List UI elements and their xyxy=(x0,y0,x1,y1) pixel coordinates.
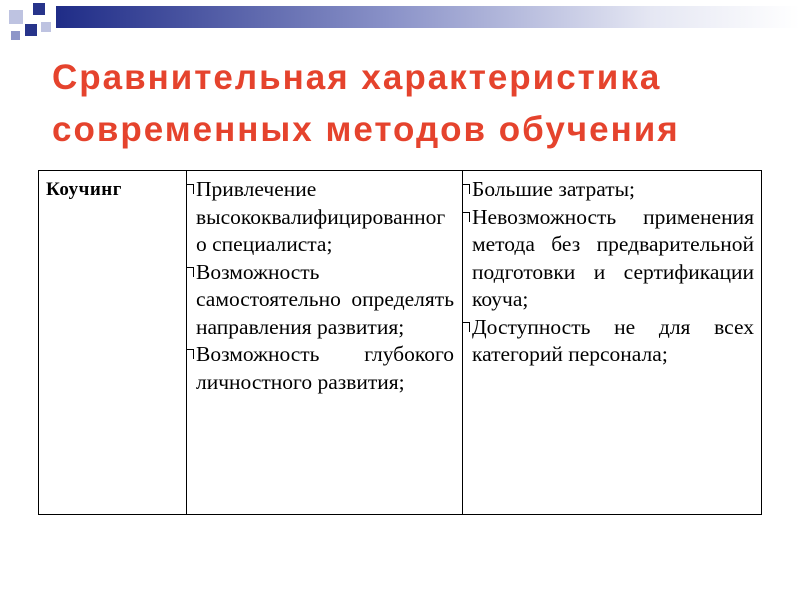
list-item-text: Невозможность применения метода без предварительной подготовки и сертификации коуча; xyxy=(472,204,754,311)
bullet-icon xyxy=(187,267,194,277)
list-item-text: Привлечение высококвалифицированного специалиста; xyxy=(196,177,446,256)
bullet-icon xyxy=(463,184,470,194)
method-cell xyxy=(39,171,187,514)
slide-title-line-1: Сравнительная характеристика xyxy=(52,58,662,97)
slide-title-line-2: современных методов обучения xyxy=(52,110,680,149)
bullet-icon xyxy=(187,184,194,194)
decor-square xyxy=(25,24,37,36)
bullet-icon xyxy=(463,212,470,222)
decor-square xyxy=(41,22,51,32)
list-item-text: Возможность глубокого личностного развития; xyxy=(196,342,454,394)
list-item xyxy=(196,176,454,259)
decor-square xyxy=(33,3,45,15)
advantages-cell xyxy=(187,171,463,514)
header-gradient-bar xyxy=(56,6,800,28)
list-item xyxy=(472,314,754,369)
bullet-icon xyxy=(463,322,470,332)
list-item xyxy=(196,259,454,342)
list-item-text: Возможность самостоятельно определять направления развития; xyxy=(196,259,454,339)
bullet-icon xyxy=(187,349,194,359)
slide-title xyxy=(52,52,680,156)
list-item-text: Большие затраты; xyxy=(472,177,636,201)
decor-square xyxy=(9,10,23,24)
method-name: Коучинг xyxy=(46,179,122,200)
list-item-text: Доступность не для всех категорий персонала; xyxy=(472,314,754,366)
list-item xyxy=(472,176,754,204)
decor-square xyxy=(11,31,20,40)
comparison-table xyxy=(38,170,762,515)
disadvantages-list xyxy=(472,176,754,369)
decor-squares xyxy=(0,0,56,48)
advantages-list xyxy=(196,176,454,396)
list-item xyxy=(472,204,754,314)
disadvantages-cell xyxy=(463,171,761,514)
list-item xyxy=(196,341,454,396)
